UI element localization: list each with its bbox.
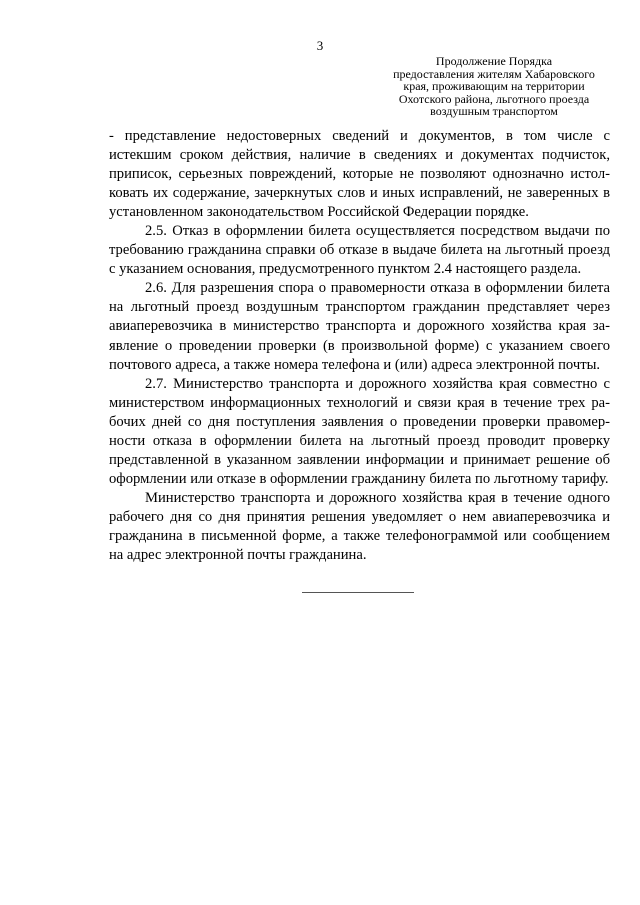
header-line: предоставления жителям Хабаровского (393, 66, 595, 81)
paragraph-notification: Министерство транспорта и дорожного хозяйства края в течение одного рабочего дня со дня принятия решения уведомляет о нем авиаперевозчика и гражданина в письменной форме, а также телефонограммой или сообщением на адрес электронной почты гражданина. (109, 489, 610, 564)
page-number: 3 (316, 38, 324, 53)
header-line: края, проживающим на территории (403, 79, 585, 94)
paragraph-2-6: 2.6. Для разрешения спора о правомерности отказа в оформлении билета на льготный проезд воздушным транспортом гражданин представляет через авиаперевозчика в министерство транспорта и дорожного хозяйства края заявление о проведении проверки (в произвольной форме) с указанием своего почтового адреса, а также номера телефона и (или) адреса электронной почты. (109, 280, 610, 373)
end-of-document-rule (302, 592, 414, 593)
document-header (378, 55, 610, 118)
header-line: Охотского района, льготного проезда (398, 91, 590, 106)
header-line: Продолжение Порядка (435, 54, 553, 68)
header-line: воздушным транспортом (430, 104, 558, 119)
paragraph-2-5: 2.5. Отказ в оформлении билета осуществляется посредством выдачи по требованию гражданина справки об отказе в выдаче билета на льготный проезд с указанием основания, предусмотренного пунктом 2.4 настоящего раздела. (109, 223, 610, 278)
paragraph-2-7: 2.7. Министерство транспорта и дорожного хозяйства края совместно с министерством информационных технологий и связи края в течение трех рабочих дней со дня поступления заявления о проведении проверки правомерности отказа в оформлении билета на льготный проезд проводит проверку представленной в указанном заявлении информации и принимает решение об оформлении или отказе в оформлении гражданину билета по льготному тарифу. (109, 375, 610, 487)
paragraph-list-item-continuation: - представление недостоверных сведений и документов, в том числе с истекшим сроком действия, наличие в сведениях и документах подчисток, приписок, серьезных повреждений, которые не позволяют однозначно истолковать их содержание, зачеркнутых слов и иных исправлений, не заверенных в установленном законодательством Российской Федерации порядке. (109, 128, 610, 221)
document-body (109, 127, 610, 565)
